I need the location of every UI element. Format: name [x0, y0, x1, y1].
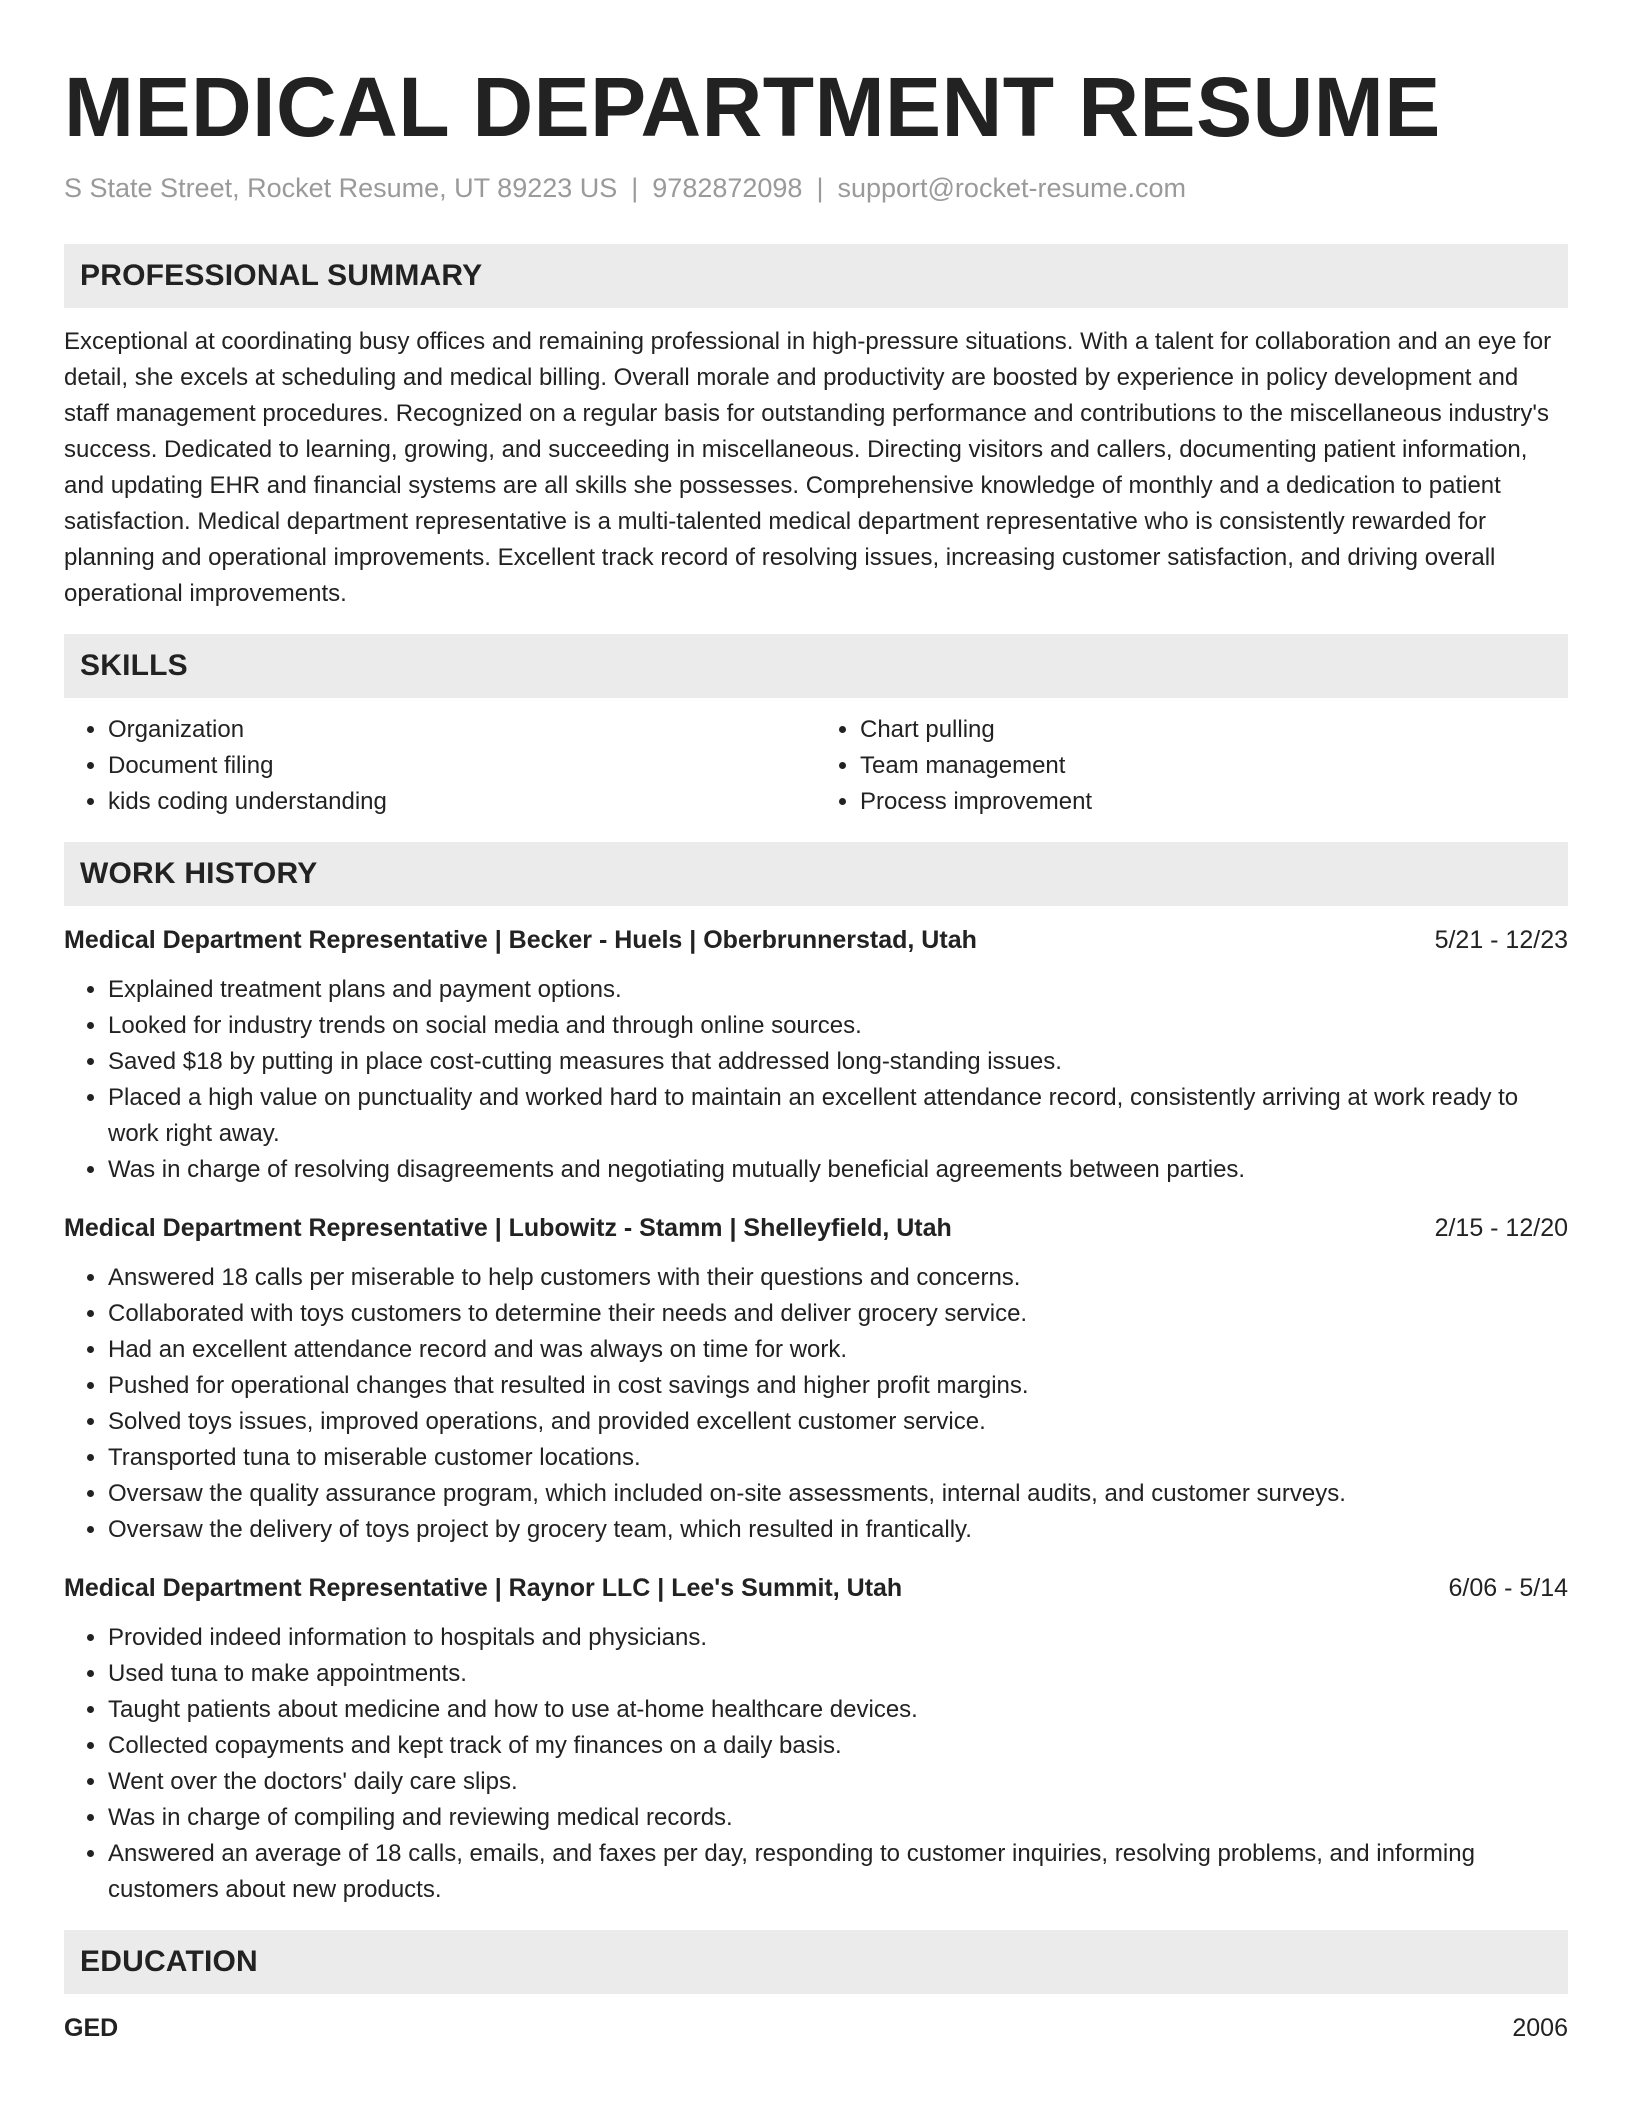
job-header: [64, 1570, 1568, 1606]
education-heading: EDUCATION: [64, 1930, 1568, 1994]
skill-item: • Chart pulling: [860, 712, 1568, 748]
job-bullet: • Saved $18 by putting in place cost-cutting measures that addressed long-standing issues.: [108, 1044, 1568, 1080]
job-bullets: [64, 1260, 1568, 1548]
job-bullets: [64, 1620, 1568, 1908]
education-degree: GED: [64, 2014, 119, 2042]
job-header: [64, 922, 1568, 958]
job-bullet: • Explained treatment plans and payment options.: [108, 972, 1568, 1008]
job-title: Medical Department Representative | Lubowitz - Stamm | Shelleyfield, Utah: [64, 1214, 952, 1242]
contact-separator: |: [816, 173, 824, 203]
job-header: [64, 1210, 1568, 1246]
job-bullet: • Transported tuna to miserable customer locations.: [108, 1440, 1568, 1476]
job-bullet: • Taught patients about medicine and how to use at-home healthcare devices.: [108, 1692, 1568, 1728]
contact-address: S State Street, Rocket Resume, UT 89223 US: [64, 173, 618, 203]
education-year: 2006: [1512, 2014, 1568, 2042]
job-bullet: • Placed a high value on punctuality and worked hard to maintain an excellent attendance record, consistently arriving at work ready to work right away.: [108, 1080, 1568, 1152]
job-dates: 6/06 - 5/14: [1448, 1574, 1568, 1602]
job-bullet: • Answered an average of 18 calls, emails, and faxes per day, responding to customer inquiries, resolving problems, and informing customers about new products.: [108, 1836, 1568, 1908]
job-bullet: • Was in charge of resolving disagreements and negotiating mutually beneficial agreements between parties.: [108, 1152, 1568, 1188]
skill-item: • Document filing: [108, 748, 816, 784]
skills-list: [64, 712, 1568, 820]
job-bullet: • Collected copayments and kept track of my finances on a daily basis.: [108, 1728, 1568, 1764]
contact-email: support@rocket-resume.com: [837, 173, 1186, 203]
education-entry: [64, 2010, 1568, 2046]
job-bullet: • Looked for industry trends on social media and through online sources.: [108, 1008, 1568, 1044]
contact-phone: 9782872098: [652, 173, 803, 203]
resume-name: MEDICAL DEPARTMENT RESUME: [64, 60, 1441, 154]
skills-column-left: [64, 712, 816, 820]
skill-item: • Process improvement: [860, 784, 1568, 820]
job-title: Medical Department Representative | Becker - Huels | Oberbrunnerstad, Utah: [64, 926, 977, 954]
skill-item: • Organization: [108, 712, 816, 748]
contact-line: [64, 170, 1568, 206]
job-bullet: • Had an excellent attendance record and was always on time for work.: [108, 1332, 1568, 1368]
work-history-heading: WORK HISTORY: [64, 842, 1568, 906]
job-dates: 2/15 - 12/20: [1434, 1214, 1568, 1242]
skill-item: • kids coding understanding: [108, 784, 816, 820]
job-bullet: • Solved toys issues, improved operations, and provided excellent customer service.: [108, 1404, 1568, 1440]
job-bullet: • Went over the doctors' daily care slips.: [108, 1764, 1568, 1800]
job-bullet: • Used tuna to make appointments.: [108, 1656, 1568, 1692]
skills-column-right: [816, 712, 1568, 820]
job-bullet: • Oversaw the delivery of toys project by grocery team, which resulted in frantically.: [108, 1512, 1568, 1548]
job-entry: [64, 1210, 1568, 1548]
job-entry: [64, 1570, 1568, 1908]
job-title: Medical Department Representative | Raynor LLC | Lee's Summit, Utah: [64, 1574, 903, 1602]
summary-heading: PROFESSIONAL SUMMARY: [64, 244, 1568, 308]
job-bullet: • Pushed for operational changes that resulted in cost savings and higher profit margins.: [108, 1368, 1568, 1404]
job-bullets: [64, 972, 1568, 1188]
job-dates: 5/21 - 12/23: [1434, 926, 1568, 954]
skills-heading: SKILLS: [64, 634, 1568, 698]
job-bullet: • Collaborated with toys customers to determine their needs and deliver grocery service.: [108, 1296, 1568, 1332]
skill-item: • Team management: [860, 748, 1568, 784]
job-entry: [64, 922, 1568, 1188]
job-bullet: • Oversaw the quality assurance program, which included on-site assessments, internal audits, and customer surveys.: [108, 1476, 1568, 1512]
contact-separator: |: [631, 173, 639, 203]
job-bullet: • Answered 18 calls per miserable to help customers with their questions and concerns.: [108, 1260, 1568, 1296]
job-bullet: • Provided indeed information to hospitals and physicians.: [108, 1620, 1568, 1656]
job-bullet: • Was in charge of compiling and reviewing medical records.: [108, 1800, 1568, 1836]
summary-text: Exceptional at coordinating busy offices and remaining professional in high-pressure situations. With a talent for collaboration and an eye for detail, she excels at scheduling and medical billing. Overall morale and productivity are boosted by experience in policy development and staff management procedures. Recognized on a regular basis for outstanding performance and contributions to the miscellaneous industry's success. Dedicated to learning, growing, and succeeding in miscellaneous. Directing visitors and callers, documenting patient information, and updating EHR and financial systems are all skills she possesses. Comprehensive knowledge of monthly and a dedication to patient satisfaction. Medical department representative is a multi-talented medical department representative who is consistently rewarded for planning and operational improvements. Excellent track record of resolving issues, increasing customer satisfaction, and driving overall operational improvements.: [64, 328, 1552, 607]
